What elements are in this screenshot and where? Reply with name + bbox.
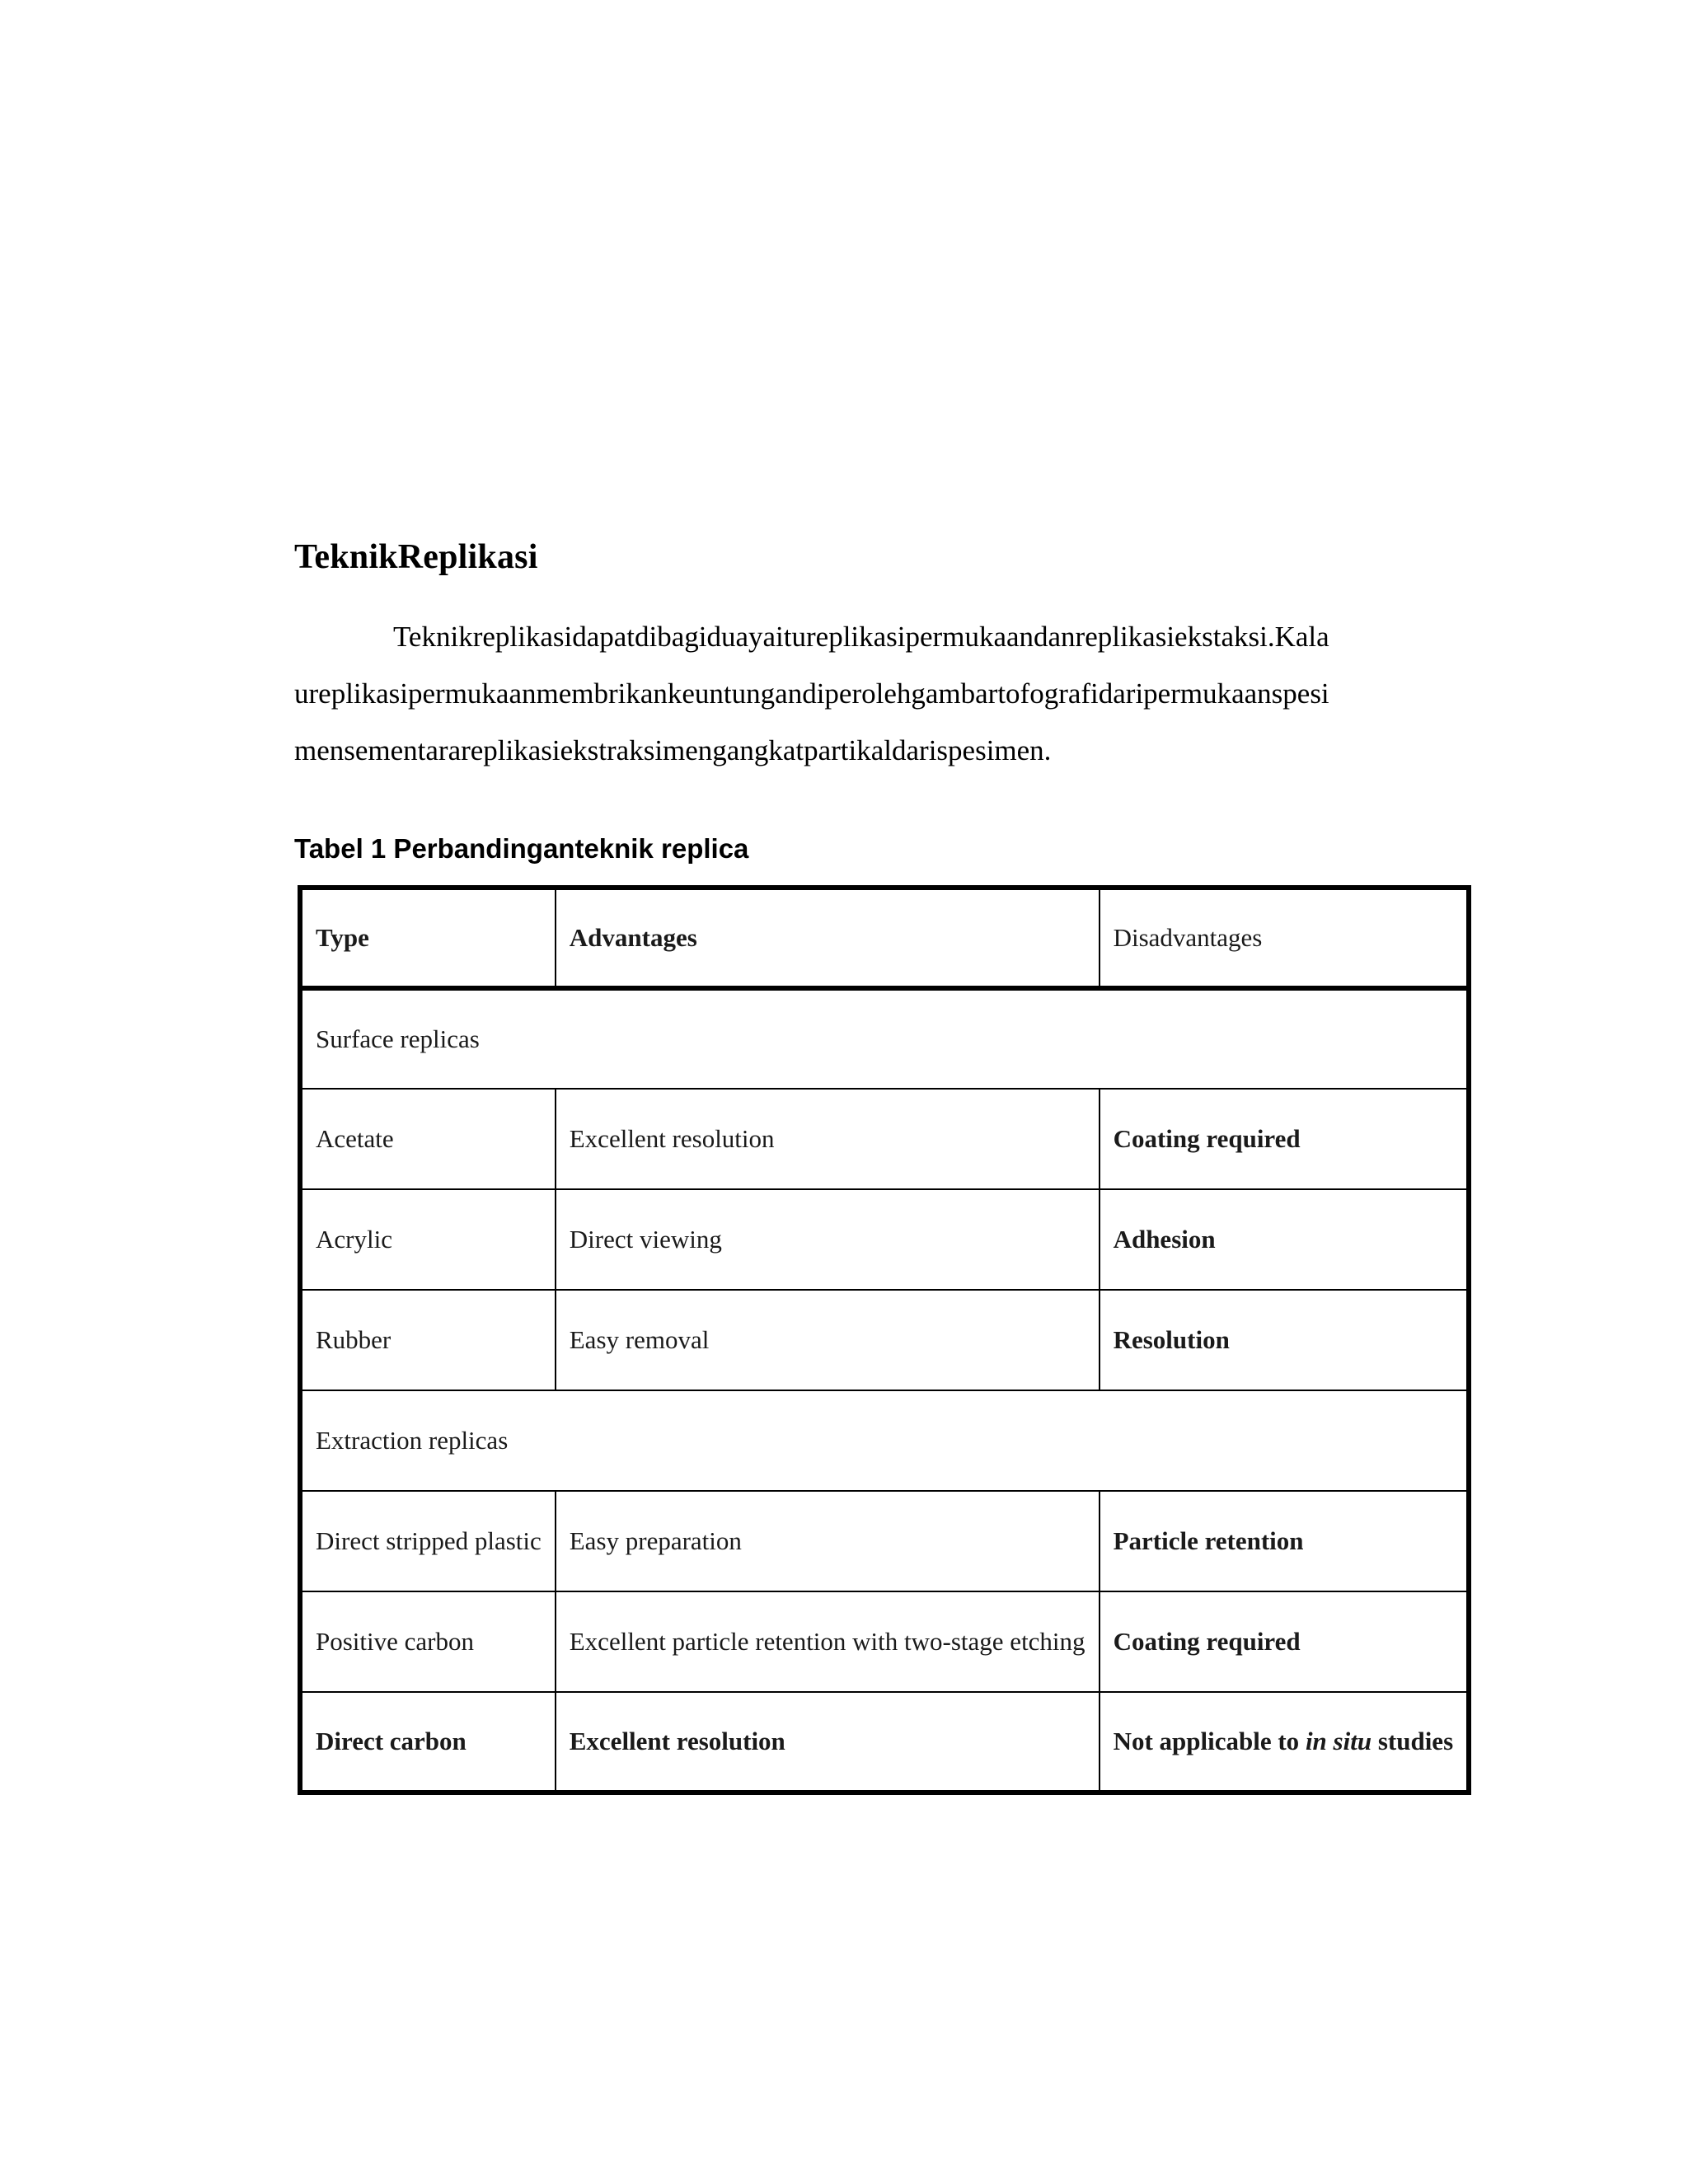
group-label-surface: Surface replicas <box>300 988 1469 1089</box>
paragraph-line: mensementarareplikasiekstraksimengangkatpartikaldarispesimen. <box>294 734 1052 766</box>
section-heading: TeknikReplikasi <box>294 538 538 576</box>
table-row <box>300 1491 1469 1591</box>
cell-type: Positive carbon <box>300 1591 556 1692</box>
cell-disadvantage: Particle retention <box>1100 1491 1470 1591</box>
table-caption: Tabel 1 Perbandinganteknik replica <box>294 833 749 864</box>
cell-disadvantage <box>1100 1692 1470 1793</box>
header-advantages: Advantages <box>556 888 1100 988</box>
cell-advantage: Direct viewing <box>556 1189 1100 1290</box>
disadvantage-text-end: studies <box>1372 1727 1454 1755</box>
cell-disadvantage: Adhesion <box>1100 1189 1470 1290</box>
replica-comparison-table <box>298 885 1471 1795</box>
table-row <box>300 1089 1469 1189</box>
table-row <box>300 1290 1469 1390</box>
table-row <box>300 1591 1469 1692</box>
cell-disadvantage: Coating required <box>1100 1089 1470 1189</box>
body-paragraph <box>294 608 1473 779</box>
cell-advantage: Easy removal <box>556 1290 1100 1390</box>
disadvantage-text-italic: in situ <box>1305 1727 1372 1755</box>
table-row <box>300 1189 1469 1290</box>
cell-advantage: Excellent resolution <box>556 1692 1100 1793</box>
header-disadvantages: Disadvantages <box>1100 888 1470 988</box>
paragraph-line: Teknikreplikasidapatdibagiduayaitureplikasipermukaandanreplikasiekstaksi.Kala <box>393 621 1329 653</box>
cell-type: Direct stripped plastic <box>300 1491 556 1591</box>
cell-advantage: Excellent resolution <box>556 1089 1100 1189</box>
cell-type: Acetate <box>300 1089 556 1189</box>
cell-disadvantage: Resolution <box>1100 1290 1470 1390</box>
table-header-row <box>300 888 1469 988</box>
cell-type: Rubber <box>300 1290 556 1390</box>
group-label-extraction: Extraction replicas <box>300 1390 1469 1491</box>
cell-advantage: Excellent particle retention with two-stage etching <box>556 1591 1100 1692</box>
header-type: Type <box>300 888 556 988</box>
group-row-surface <box>300 988 1469 1089</box>
paragraph-line: ureplikasipermukaanmembrikankeuntungandiperolehgambartofografidaripermukaanspesi <box>294 677 1329 710</box>
group-row-extraction <box>300 1390 1469 1491</box>
cell-type: Direct carbon <box>300 1692 556 1793</box>
cell-advantage: Easy preparation <box>556 1491 1100 1591</box>
cell-type: Acrylic <box>300 1189 556 1290</box>
cell-disadvantage: Coating required <box>1100 1591 1470 1692</box>
table-row <box>300 1692 1469 1793</box>
disadvantage-text-start: Not applicable to <box>1113 1727 1306 1755</box>
